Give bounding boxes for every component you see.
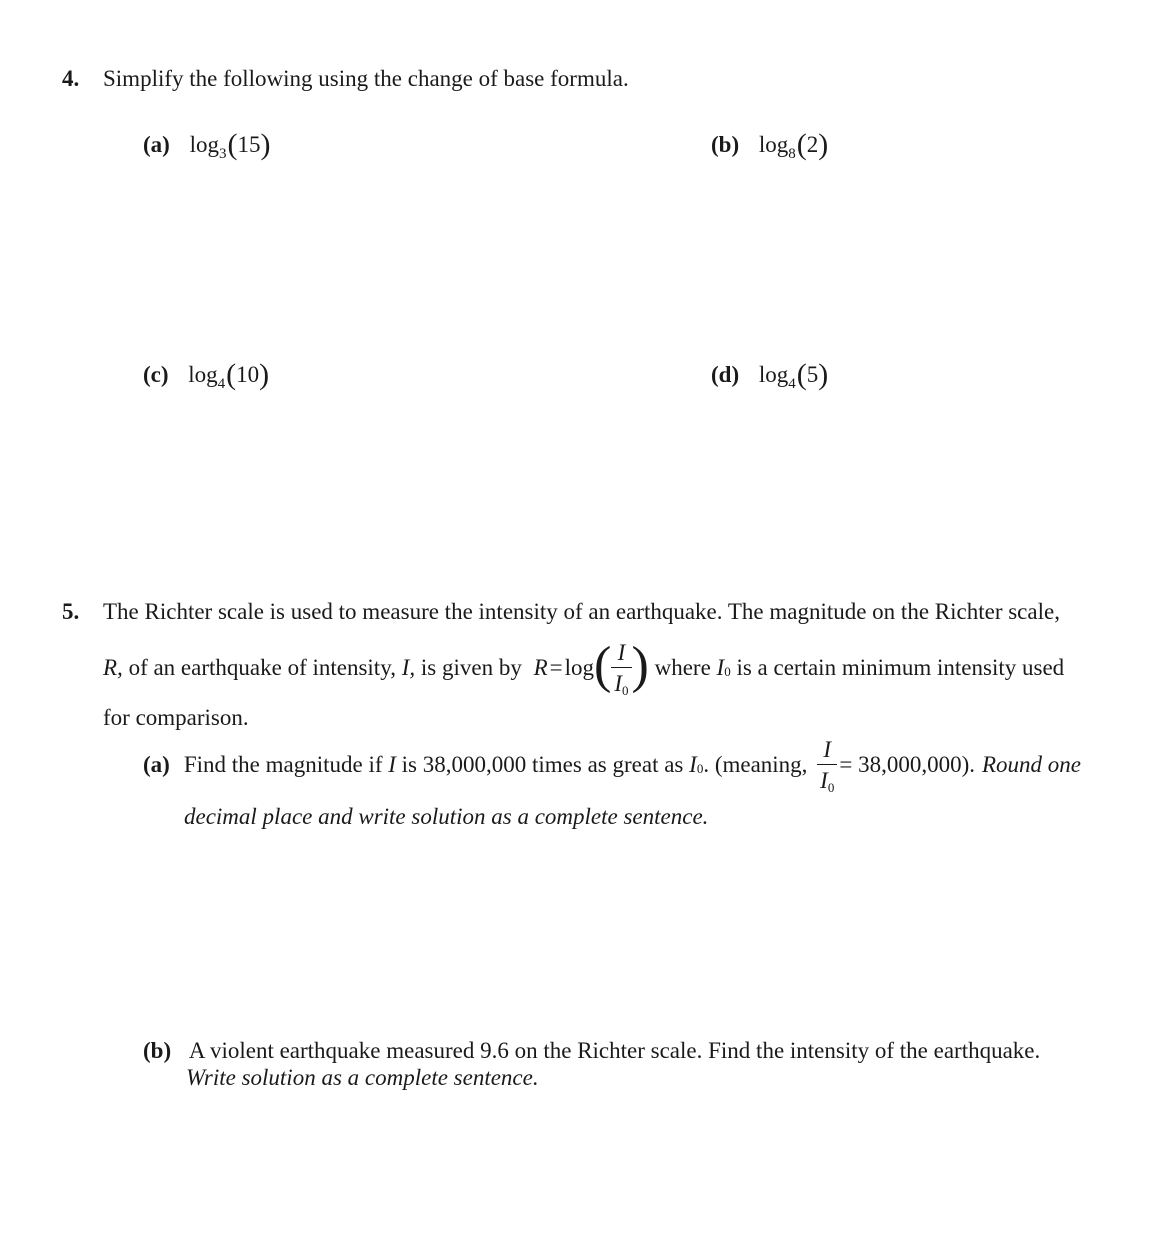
formula-eq: = (549, 655, 563, 680)
question-4-prompt: Simplify the following using the change of base formula. (103, 66, 629, 91)
log-func: log (189, 132, 219, 157)
var-I: I (388, 752, 396, 777)
denominator-sub: 0 (622, 683, 629, 698)
q4-part-c-expr: $\log_4(10)$ (188, 358, 270, 392)
log-arg: 5 (806, 362, 819, 387)
q4-part-c (143, 356, 269, 390)
text-segment: . (meaning, (703, 752, 814, 777)
question-4-number: 4. (62, 66, 80, 91)
richter-formula (533, 636, 649, 698)
round-instruction: Round one (982, 752, 1082, 777)
text-segment: where (648, 655, 717, 680)
log-arg: 10 (236, 362, 260, 387)
q5-part-b (143, 1038, 1040, 1064)
q4-part-d (711, 356, 828, 390)
denominator-sub: 0 (827, 780, 835, 795)
question-5-line-1: The Richter scale is used to measure the intensity of an earthquake. The magnitude on the Richter scale, (103, 599, 1060, 624)
var-R: R, (103, 655, 123, 680)
question-5-line-3: for comparison. (103, 705, 249, 730)
close-paren: ). (961, 752, 975, 777)
q5-part-a-instruction: decimal place and write solution as a complete sentence. (184, 804, 709, 829)
formula-fraction (611, 640, 631, 698)
question-5-line-2 (103, 636, 1064, 700)
q4-part-c-label: (c) (143, 362, 169, 387)
q4-part-a-label: (a) (143, 132, 170, 157)
log-base: 4 (217, 376, 226, 392)
right-paren: ) (631, 636, 649, 694)
q4-part-a-expr: $\log_3(15)$ (189, 128, 271, 162)
formula-log: log (564, 655, 595, 680)
var-I0-sub: 0 (724, 664, 731, 679)
question-5-number: 5. (62, 599, 80, 624)
var-I0: I (716, 655, 725, 680)
q5-part-b-text: A violent earthquake measured 9.6 on the Richter scale. Find the intensity of the earthquake. (188, 1038, 1041, 1063)
log-base: 4 (788, 376, 796, 392)
log-base: 3 (218, 146, 227, 162)
fraction-numerator: I (617, 640, 626, 665)
text-segment: is given by (415, 655, 528, 680)
formula-lhs: R (533, 655, 548, 680)
text-segment: Find the magnitude if (183, 752, 389, 777)
log-arg: 2 (806, 132, 819, 157)
q5-part-a (143, 736, 1081, 794)
log-base: 8 (788, 146, 796, 162)
q4-part-d-expr: $\log_4(5)$ (758, 358, 829, 392)
q4-part-a (143, 126, 270, 160)
log-func: log (758, 362, 789, 387)
log-arg: 15 (237, 132, 261, 157)
ratio-value: = 38,000,000 (839, 752, 962, 777)
q4-part-b-label: (b) (711, 132, 740, 157)
fraction-denominator (611, 667, 631, 698)
left-paren: ( (594, 636, 612, 694)
denominator-var: I (820, 768, 828, 793)
var-I0: I (689, 752, 697, 777)
fraction-numerator: I (823, 737, 832, 762)
fraction-denominator (817, 764, 837, 795)
log-func: log (188, 362, 218, 387)
q5-part-a-label: (a) (143, 752, 170, 777)
var-I0-sub: 0 (696, 761, 704, 776)
ratio-fraction (817, 737, 837, 795)
q5-part-b-instruction: Write solution as a complete sentence. (186, 1065, 539, 1090)
text-segment: is a certain minimum intensity used (730, 655, 1065, 680)
log-func: log (758, 132, 789, 157)
var-I: I, (401, 655, 416, 680)
text-segment: of an earthquake of intensity, (122, 655, 402, 680)
q5-part-b-label: (b) (143, 1038, 172, 1063)
q4-part-b (711, 126, 828, 160)
text-segment: is 38,000,000 times as great as (395, 752, 690, 777)
q4-part-d-label: (d) (711, 362, 740, 387)
q4-part-b-expr: $\log_8(2)$ (758, 128, 829, 162)
denominator-var: I (614, 671, 623, 696)
